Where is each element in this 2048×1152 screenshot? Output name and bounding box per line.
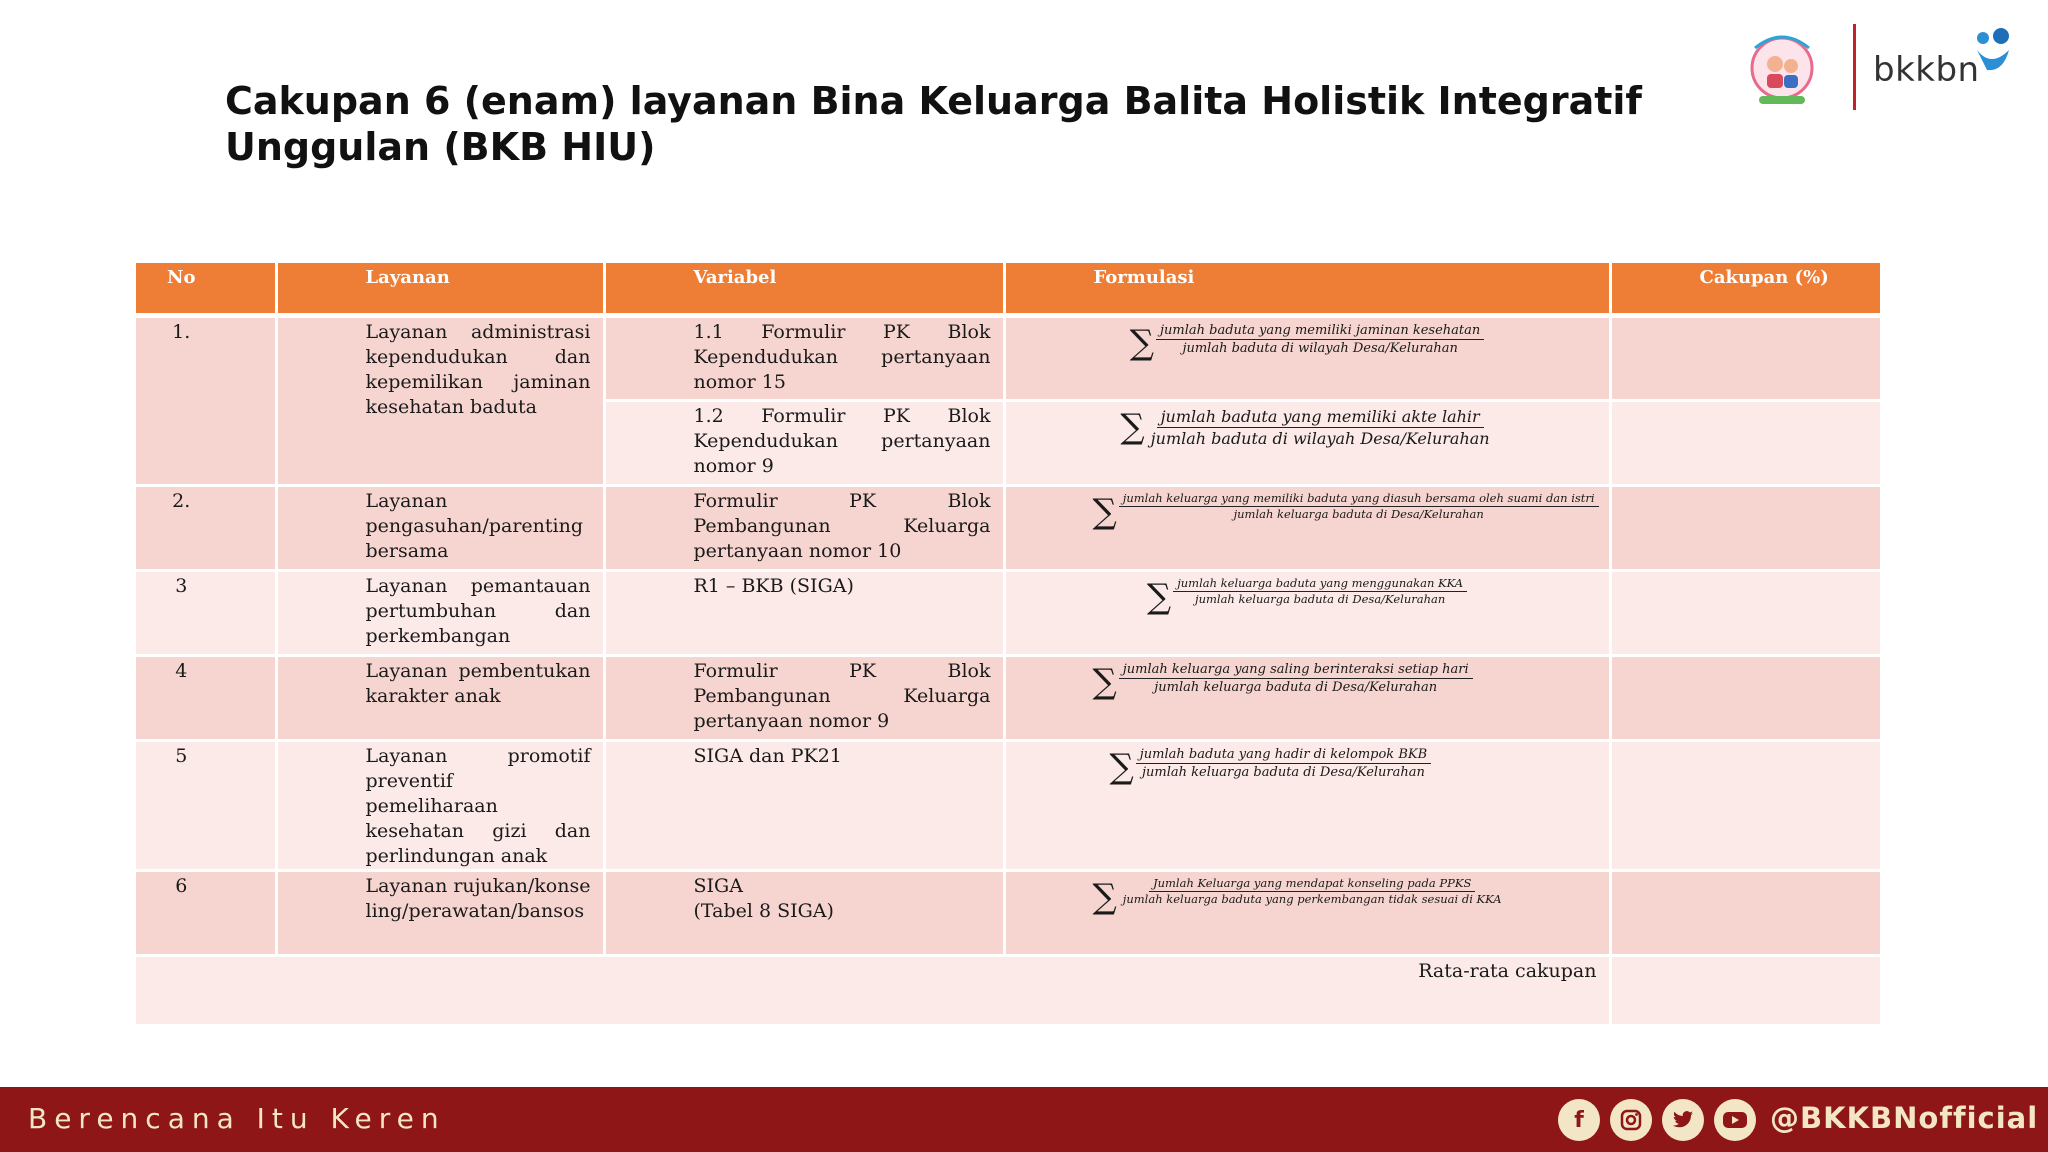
formula xyxy=(1018,874,1597,917)
row-layanan: Layanan rujukan/konseling/perawatan/bansos xyxy=(276,871,604,956)
fraction xyxy=(1147,406,1494,449)
footer-tagline: Berencana Itu Keren xyxy=(28,1102,446,1135)
sigma-symbol: ∑ xyxy=(1129,323,1155,363)
row-variabel: SIGA dan PK21 xyxy=(604,741,1004,871)
table-header-row xyxy=(136,263,1881,316)
row-variabel: 1.1 Formulir PK Blok Kependudukan pertanyaan nomor 15 xyxy=(604,316,1004,401)
row-layanan: Layanan pemantauan pertumbuhan dan perkembangan xyxy=(276,571,604,656)
row-variabel: Formulir PK Blok Pembangunan Keluarga pertanyaan nomor 9 xyxy=(604,656,1004,741)
row-no: 4 xyxy=(136,656,276,741)
row-layanan: Layanan pengasuhan/parenting bersama xyxy=(276,486,604,571)
row-no: 6 xyxy=(136,871,276,956)
row-formulasi xyxy=(1004,316,1610,401)
header-layanan: Layanan xyxy=(276,263,604,316)
table-row xyxy=(136,486,1881,571)
row-variabel: Formulir PK Blok Pembangunan Keluarga pertanyaan nomor 10 xyxy=(604,486,1004,571)
row-cakupan[interactable] xyxy=(1610,316,1881,401)
average-row xyxy=(136,956,1881,1026)
row-formulasi xyxy=(1004,871,1610,956)
fraction-numerator: jumlah keluarga yang memiliki baduta yang diasuh bersama oleh suami dan istri xyxy=(1119,491,1599,507)
page-title: Cakupan 6 (enam) layanan Bina Keluarga Balita Holistik Integratif Unggulan (BKB HIU) xyxy=(225,79,1642,169)
social-icons xyxy=(1558,1099,1756,1141)
fraction-numerator: jumlah keluarga baduta yang menggunakan KKA xyxy=(1173,576,1467,592)
row-formulasi xyxy=(1004,741,1610,871)
header-variabel: Variabel xyxy=(604,263,1004,316)
row-no: 1. xyxy=(136,316,276,486)
fraction xyxy=(1136,746,1431,781)
table-row xyxy=(136,656,1881,741)
formula xyxy=(1018,574,1597,617)
row-formulasi xyxy=(1004,571,1610,656)
fraction-denominator: jumlah keluarga baduta di Desa/Kelurahan xyxy=(1154,680,1438,695)
formula xyxy=(1018,489,1597,532)
fraction xyxy=(1119,876,1506,907)
fraction-denominator: jumlah baduta di wilayah Desa/Kelurahan xyxy=(1182,341,1458,356)
fraction-denominator: jumlah keluarga baduta di Desa/Kelurahan xyxy=(1233,507,1484,521)
sigma-symbol: ∑ xyxy=(1092,492,1117,532)
row-cakupan[interactable] xyxy=(1610,486,1881,571)
header-cakupan: Cakupan (%) xyxy=(1610,263,1881,316)
coverage-table xyxy=(136,263,1883,1027)
variabel-line: SIGA xyxy=(693,875,743,897)
sigma-symbol: ∑ xyxy=(1092,662,1117,702)
fraction-numerator: jumlah baduta yang memiliki akte lahir xyxy=(1157,406,1484,428)
logo-area xyxy=(1735,18,2035,118)
formula xyxy=(1018,659,1597,702)
average-value[interactable] xyxy=(1610,956,1881,1026)
row-cakupan[interactable] xyxy=(1610,656,1881,741)
formula xyxy=(1018,744,1597,787)
bkkbn-logo-icon xyxy=(1963,26,2023,78)
social-handle[interactable]: @BKKBNofficial xyxy=(1770,1101,2039,1135)
fraction-numerator: jumlah baduta yang memiliki jaminan kesehatan xyxy=(1156,322,1484,340)
row-layanan: Layanan pembentukan karakter anak xyxy=(276,656,604,741)
row-cakupan[interactable] xyxy=(1610,871,1881,956)
instagram-icon[interactable] xyxy=(1610,1099,1652,1141)
bkkbn-logo-text: bkkbn xyxy=(1873,50,1980,90)
table-row xyxy=(136,741,1881,871)
row-formulasi xyxy=(1004,401,1610,486)
row-formulasi xyxy=(1004,486,1610,571)
row-layanan: Layanan promotif preventif pemeliharaan kesehatan gizi dan perlindungan anak xyxy=(276,741,604,871)
row-no: 5 xyxy=(136,741,276,871)
fraction-denominator: jumlah baduta di wilayah Desa/Kelurahan xyxy=(1150,429,1490,448)
row-variabel: R1 – BKB (SIGA) xyxy=(604,571,1004,656)
stunting-campaign-badge-icon xyxy=(1745,28,1819,112)
row-cakupan[interactable] xyxy=(1610,401,1881,486)
youtube-icon[interactable] xyxy=(1714,1099,1756,1141)
row-layanan: Layanan administrasi kependudukan dan kepemilikan jaminan kesehatan baduta xyxy=(276,316,604,486)
fraction-denominator: jumlah keluarga baduta di Desa/Kelurahan xyxy=(1195,592,1446,606)
row-cakupan[interactable] xyxy=(1610,571,1881,656)
fraction xyxy=(1156,322,1484,357)
row-variabel: 1.2 Formulir PK Blok Kependudukan pertanyaan nomor 9 xyxy=(604,401,1004,486)
twitter-icon[interactable] xyxy=(1662,1099,1704,1141)
fraction xyxy=(1119,661,1473,696)
facebook-icon[interactable]: f xyxy=(1558,1099,1600,1141)
table-row xyxy=(136,871,1881,956)
sigma-symbol: ∑ xyxy=(1092,877,1117,917)
row-variabel xyxy=(604,871,1004,956)
table-row xyxy=(136,316,1881,401)
fraction xyxy=(1119,491,1599,522)
sigma-symbol: ∑ xyxy=(1120,407,1145,447)
row-cakupan[interactable] xyxy=(1610,741,1881,871)
variabel-line: (Tabel 8 SIGA) xyxy=(693,900,834,922)
row-no: 3 xyxy=(136,571,276,656)
header-no: No xyxy=(136,263,276,316)
fraction-denominator: jumlah keluarga baduta yang perkembangan tidak sesuai di KKA xyxy=(1122,892,1502,906)
logo-divider xyxy=(1853,24,1856,110)
formula xyxy=(1018,320,1597,363)
header-formulasi: Formulasi xyxy=(1004,263,1610,316)
footer-bar xyxy=(0,1087,2048,1152)
fraction-denominator: jumlah keluarga baduta di Desa/Kelurahan xyxy=(1142,765,1425,780)
fraction-numerator: jumlah baduta yang hadir di kelompok BKB xyxy=(1136,746,1431,764)
row-formulasi xyxy=(1004,656,1610,741)
sigma-symbol: ∑ xyxy=(1146,577,1172,617)
table-row xyxy=(136,571,1881,656)
average-label: Rata-rata cakupan xyxy=(136,956,1610,1026)
row-no: 2. xyxy=(136,486,276,571)
sigma-symbol: ∑ xyxy=(1109,747,1134,787)
fraction-numerator: Jumlah Keluarga yang mendapat konseling pada PPKS xyxy=(1149,876,1475,892)
fraction-numerator: jumlah keluarga yang saling berinteraksi setiap hari xyxy=(1119,661,1473,679)
formula xyxy=(1018,404,1597,449)
fraction xyxy=(1173,576,1467,607)
